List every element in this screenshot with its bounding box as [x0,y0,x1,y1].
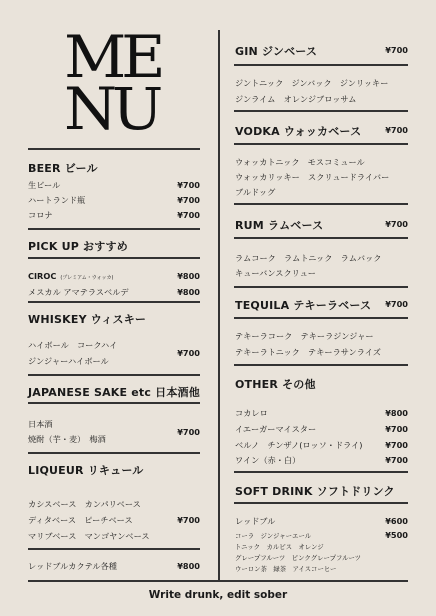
menu-item-price: ¥700 [177,515,200,525]
divider [234,317,408,319]
menu-line: ラムコーク ラムトニック ラムバック [235,253,382,263]
menu-line: ディタベース ピーチベース [28,515,133,525]
menu-item-price: ¥700 [177,348,200,358]
section-title-rum: RUM ラムベース [235,219,324,232]
divider [234,471,408,473]
menu-line: ウォッカリッキー スクリュードライバー [235,172,390,182]
menu-item-price: ¥500 [385,530,408,540]
divider [234,364,408,366]
menu-line: テキーラトニック テキーラサンライズ [235,347,381,357]
menu-item-name: レッドブルカクテル各種 [28,561,117,571]
section-title-liqueur: LIQUEUR リキュール [28,464,144,477]
menu-item-price: ¥800 [177,287,200,297]
menu-item-name: メスカル アマテラスベルデ [28,287,129,297]
menu-line: キューバンスクリュー [235,268,316,278]
menu-item-name: CIROC (プレミアム・ウォッカ) [28,271,114,281]
menu-item-name: ベルノ チンザノ(ロッソ・ドライ) [235,440,363,450]
divider [28,548,200,550]
menu-item-price: ¥700 [177,427,200,437]
menu-line: カシスベース カンパリベース [28,499,141,509]
menu-logo [64,23,164,143]
menu-line: トニック カルピス オレンジ [235,543,324,551]
menu-item-name: コカレロ [235,408,268,418]
divider [234,286,408,288]
menu-line: コーラ ジンジャーエール [235,532,312,540]
section-title-sake: JAPANESE SAKE etc 日本酒他 [28,386,200,399]
menu-item-name: ハートランド瓶 [28,195,86,205]
section-title-vodka: VODKA ウォッカベース [235,125,362,138]
divider [28,228,200,230]
menu-line: ウーロン茶 緑茶 アイスコーヒー [235,565,337,573]
section-title-tequila: TEQUILA テキーラベース [235,299,372,312]
section-title-gin: GIN ジンベース [235,45,318,58]
menu-line: 焼酎（芋・麦） 梅酒 [28,434,106,444]
menu-line: マリブベース マンゴヤンベース [28,531,150,541]
menu-item-price: ¥700 [177,195,200,205]
menu-item-price: ¥800 [177,561,200,571]
menu-item-name: レッドブル [235,516,276,526]
menu-item-price: ¥700 [385,424,408,434]
menu-line: ウォッカトニック モスコミュール [235,157,365,167]
divider [28,402,200,404]
menu-item-note: (プレミアム・ウォッカ) [60,275,114,281]
menu-line: テキーラコーク テキーラジンジャー [235,331,374,341]
divider [28,148,200,150]
menu-item-name: ワイン（赤・白） [235,455,301,465]
menu-line: ジンジャーハイボール [28,356,109,366]
menu-line: ジントニック ジンバック ジンリッキー [235,78,389,88]
menu-item-price: ¥700 [177,210,200,220]
menu-line: ブルドッグ [235,187,276,197]
menu-line: 日本酒 [28,419,53,429]
menu-line: ジンライム オレンジブロッサム [235,94,357,104]
menu-line: グレープフルーツ ピンクグレープフルーツ [235,554,362,562]
column-divider [218,30,220,582]
menu-line: ハイボール コークハイ [28,340,118,350]
logo-line-2: NU [64,75,159,143]
menu-item-name: イエーガーマイスター [235,424,317,434]
menu-item-name: 生ビール [28,180,61,190]
menu-item-price: ¥700 [385,440,408,450]
menu-item-price: ¥700 [385,299,408,309]
divider [234,64,408,66]
section-title-beer: BEER ビール [28,162,98,175]
divider [234,143,408,145]
menu-item-price: ¥700 [385,219,408,229]
divider [234,237,408,239]
divider [234,502,408,504]
section-title-soft-drink: SOFT DRINK ソフトドリンク [235,485,395,498]
menu-item-name: コロナ [28,210,53,220]
menu-item-price: ¥700 [385,125,408,135]
divider [28,374,200,376]
menu-item-price: ¥800 [385,408,408,418]
menu-item-price: ¥700 [385,455,408,465]
section-title-whiskey: WHISKEY ウィスキー [28,313,147,326]
section-title-pickup: PICK UP おすすめ [28,240,128,253]
logo-line-1: ME [64,23,161,91]
menu-item-price: ¥800 [177,271,200,281]
menu-item-price: ¥700 [177,180,200,190]
divider [28,452,200,454]
divider [234,203,408,205]
menu-item-price: ¥700 [385,45,408,55]
divider [28,301,200,303]
divider [28,257,200,259]
menu-item-price: ¥600 [385,516,408,526]
divider [234,110,408,112]
footer-tagline: Write drunk, edit sober [148,589,288,601]
section-title-other: OTHER その他 [235,378,316,391]
footer-divider [28,580,408,582]
